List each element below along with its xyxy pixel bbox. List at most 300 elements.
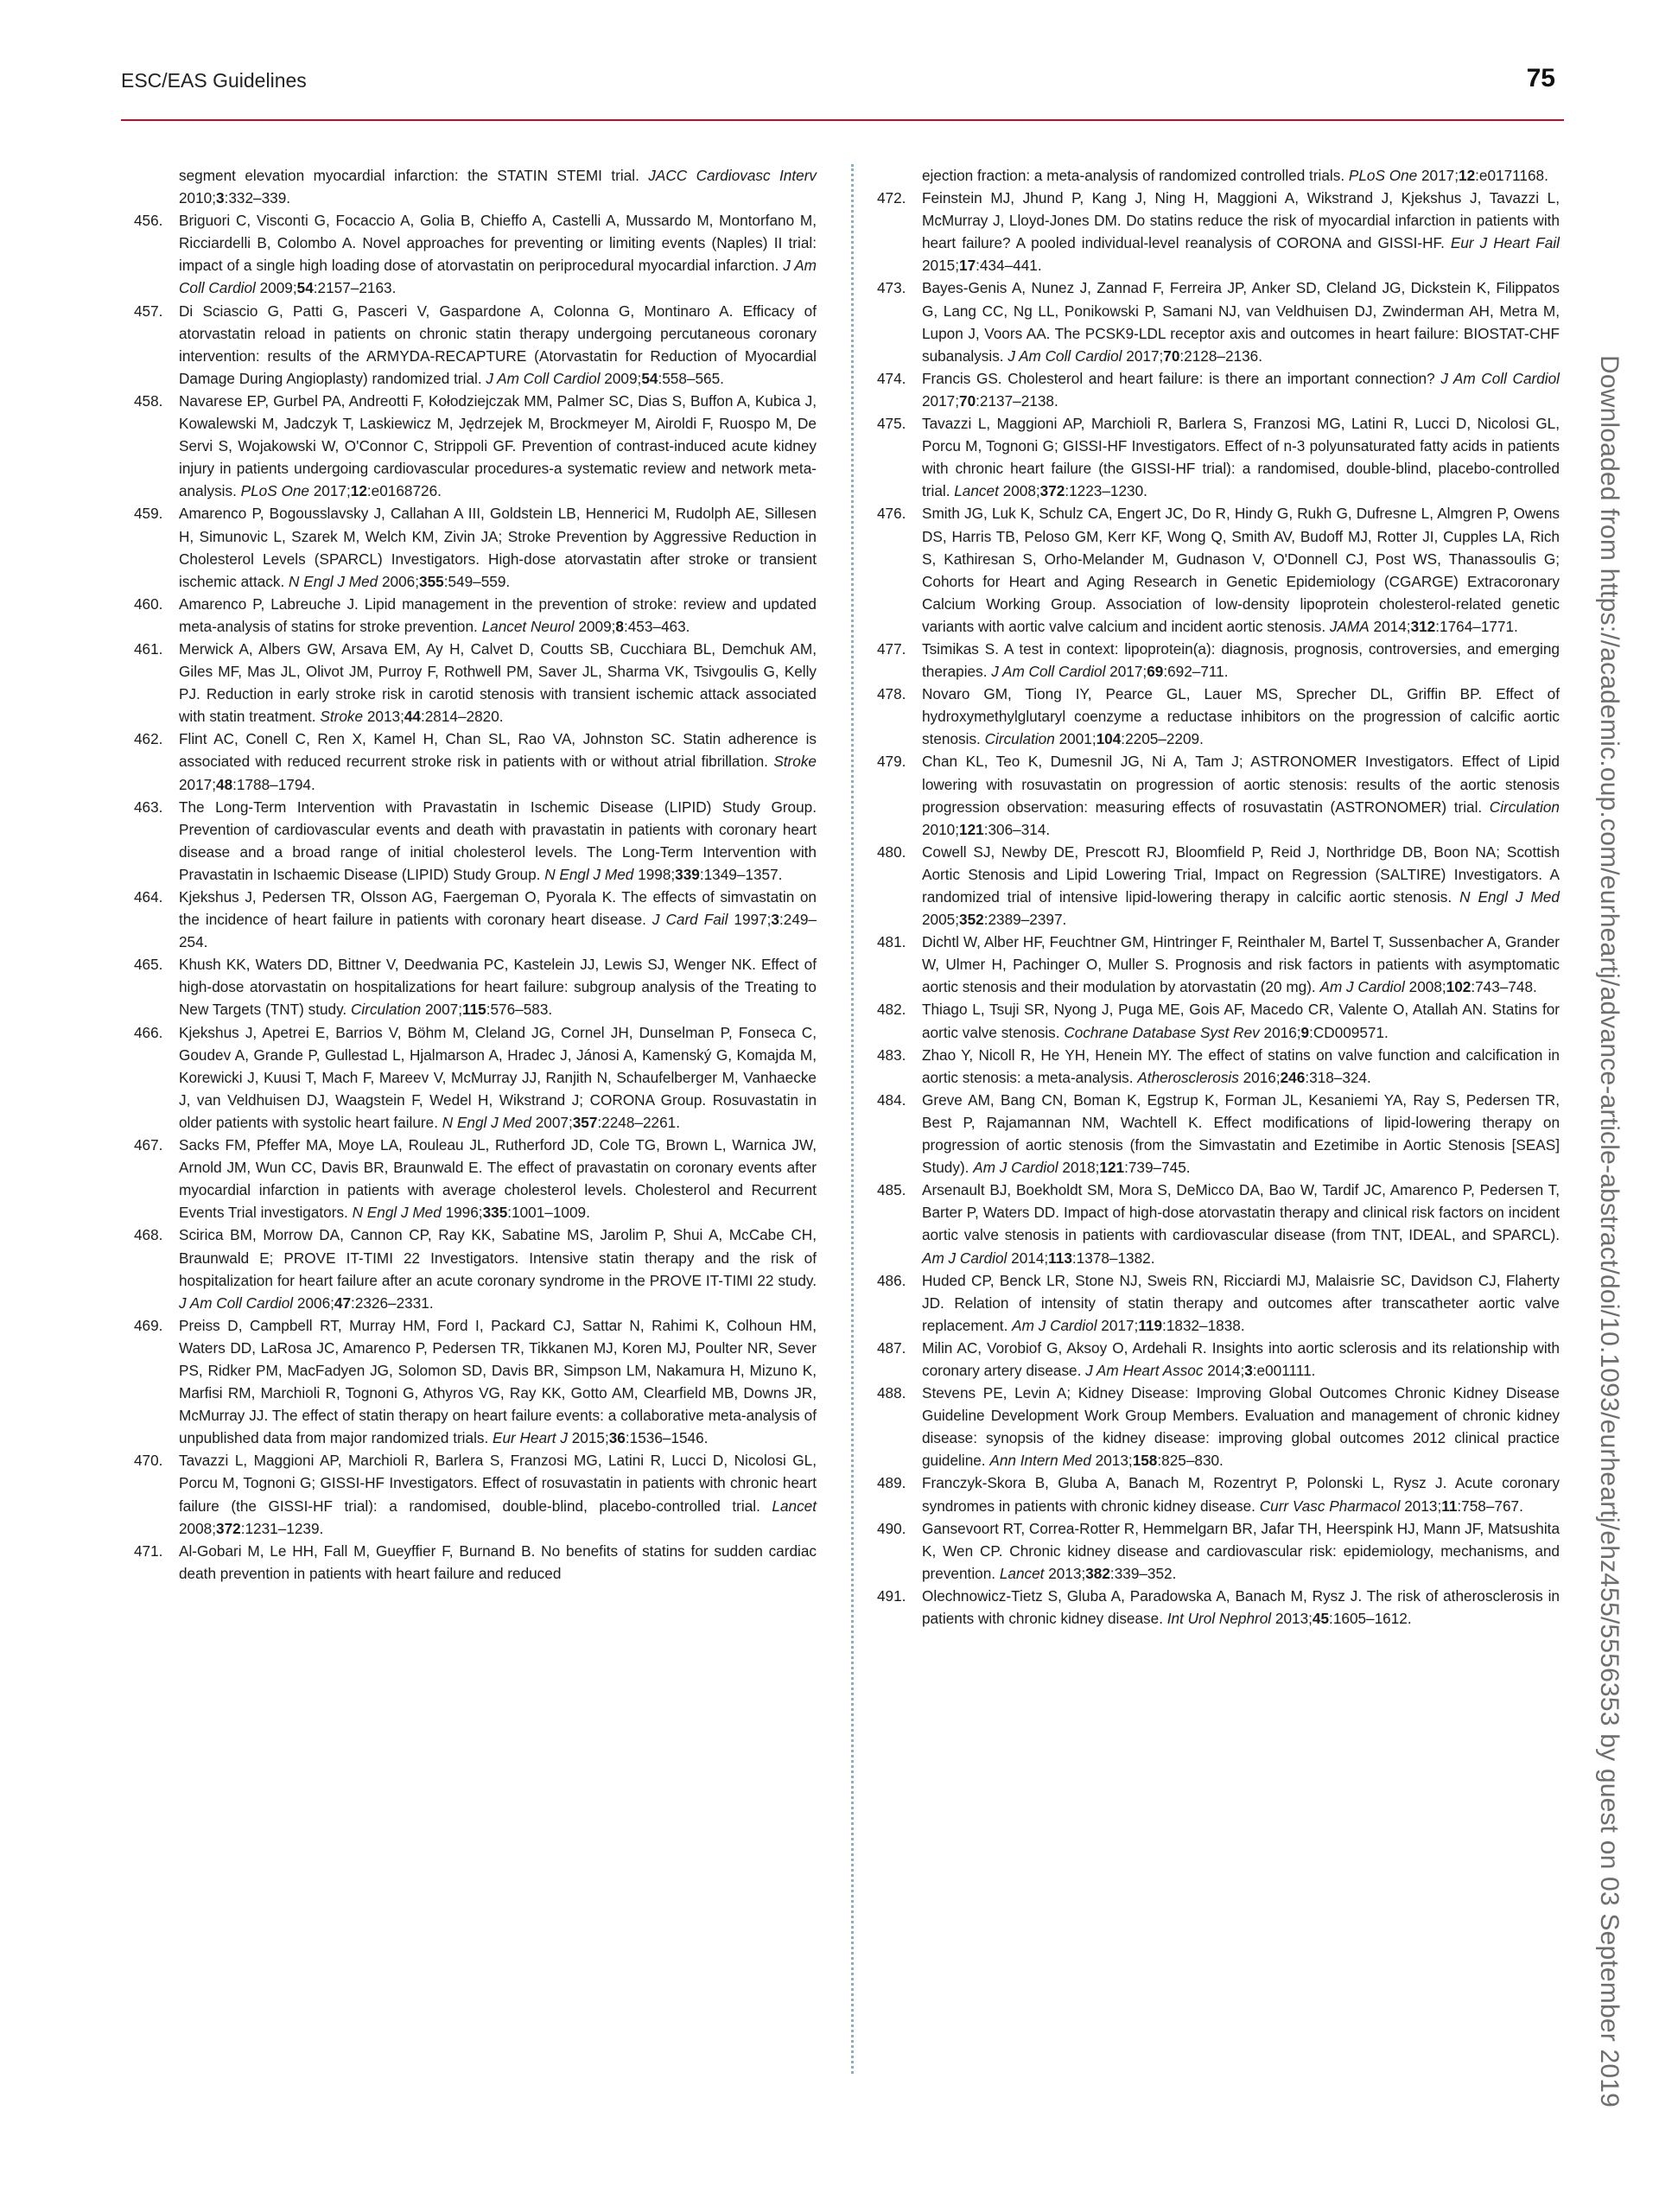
publication-year: 2014; (1207, 1361, 1245, 1379)
reference-continuation (134, 164, 817, 209)
reference-entry (877, 1089, 1560, 1179)
reference-entry (134, 502, 817, 592)
journal-name: Am J Cardiol (973, 1159, 1058, 1177)
volume-number: 70 (959, 391, 976, 410)
reference-text (179, 728, 817, 795)
citation-text: Feinstein MJ, Jhund P, Kang J, Ning H, Maggioni A, Wikstrand J, Kjekshus J, Tavazzi L, McMurray J, Lloyd-Jones DM. Do statins reduce the risk of myocardial infarction in patients with heart failure? A pooled individual-level reanalysis of CORONA and GISSI-HF. (922, 189, 1560, 252)
reference-entry (877, 1337, 1560, 1382)
reference-number: 471. (134, 1541, 163, 1560)
publication-year: 2017; (1101, 1316, 1139, 1334)
journal-name: N Engl J Med (289, 572, 378, 590)
page-range: :339–352. (1109, 1564, 1177, 1582)
publication-year: 2013; (1095, 1452, 1133, 1470)
citation-text: Kjekshus J, Pedersen TR, Olsson AG, Faergeman O, Pyorala K. The effects of simvastatin on the incidence of heart failure in patients with coronary heart disease. (179, 888, 817, 929)
reference-number: 456. (134, 212, 163, 230)
reference-number: 472. (877, 189, 906, 207)
reference-number: 476. (877, 505, 906, 523)
page-range: :558–565. (658, 369, 724, 387)
publication-year: 2016; (1243, 1068, 1281, 1086)
reference-number: 480. (877, 842, 906, 861)
volume-number: 339 (675, 865, 700, 883)
journal-name: Am J Cardiol (1319, 978, 1405, 996)
reference-number: 489. (877, 1474, 906, 1492)
reference-text (922, 412, 1560, 502)
reference-entry (877, 1382, 1560, 1471)
page-range: :2814–2820. (420, 708, 504, 726)
publication-year: 2015; (571, 1429, 609, 1447)
reference-entry (134, 300, 817, 390)
publication-year: 2007; (535, 1113, 573, 1131)
reference-number: 470. (134, 1452, 163, 1470)
reference-text (922, 276, 1560, 366)
reference-entry (134, 1540, 817, 1585)
page-range: :2157–2163. (313, 279, 397, 297)
page-range: :249–254. (179, 911, 817, 951)
page-range: :2128–2136. (1179, 346, 1262, 365)
publication-year: 2017; (179, 775, 217, 793)
volume-number: 104 (1096, 730, 1122, 748)
volume-number: 372 (216, 1519, 241, 1537)
journal-name: Eur J Heart Fail (1450, 234, 1560, 252)
page-range: :306–314. (983, 820, 1051, 838)
volume-number: 12 (1459, 167, 1476, 184)
reference-entry (134, 209, 817, 299)
citation-text: Khush KK, Waters DD, Bittner V, Deedwania PC, Kastelein JJ, Lewis SJ, Wenger NK. Effect of high-dose atorvastatin on hospitalizations for heart failure: subgroup analysis of the Treating to New Targets (TNT) study. (179, 956, 817, 1019)
journal-name: N Engl J Med (352, 1204, 442, 1222)
reference-number: 461. (134, 639, 163, 658)
reference-entry (134, 1314, 817, 1450)
journal-name: N Engl J Med (1459, 888, 1560, 906)
page-range: :1832–1838. (1162, 1316, 1245, 1334)
reference-continuation (877, 164, 1560, 187)
page-range: :825–830. (1157, 1452, 1224, 1470)
journal-name: PLoS One (1348, 167, 1418, 184)
page-range: :758–767. (1457, 1497, 1523, 1515)
citation-text: Gansevoort RT, Correa-Rotter R, Hemmelgarn BR, Jafar TH, Heerspink HJ, Mann JF, Matsushita K, Wen CP. Chronic kidney disease and cardiovascular risk: epidemiology, mechanisms, and prevention. (922, 1519, 1560, 1582)
reference-text (922, 931, 1560, 998)
reference-text (179, 886, 817, 953)
reference-number: 464. (134, 888, 163, 906)
journal-name: J Am Heart Assoc (1085, 1361, 1204, 1379)
citation-text: Briguori C, Visconti G, Focaccio A, Golia B, Chieffo A, Castelli A, Mussardo M, Montorfano M, Ricciardelli B, Colombo A. Novel approaches for preventing or limiting events (Naples) II trial: impact of a single high loading dose of atorvastatin on periprocedural myocardial infarction. (179, 212, 817, 275)
journal-name: JACC Cardiovasc Interv (648, 167, 817, 184)
citation-text: Bayes-Genis A, Nunez J, Zannad F, Ferreira JP, Anker SD, Cleland JG, Dickstein K, Filippatos G, Lang CC, Ng LL, Ponikowski P, Samani NJ, van Veldhuisen DJ, Zwinderman AH, Metra M, Lupon J, Voors AA. The PCSK9-LDL receptor axis and outcomes in heart failure: BIOSTAT-CHF subanalysis. (922, 279, 1560, 365)
reference-entry (877, 187, 1560, 276)
page-range: :318–324. (1305, 1068, 1371, 1086)
reference-text (179, 1449, 817, 1539)
page-range: :1231–1239. (240, 1519, 324, 1537)
citation-text: Olechnowicz-Tietz S, Gluba A, Paradowska A, Banach M, Rysz J. The risk of atherosclerosis in patients with chronic kidney disease. (922, 1586, 1560, 1627)
volume-number: 335 (482, 1204, 508, 1222)
citation-text: Arsenault BJ, Boekholdt SM, Mora S, DeMicco DA, Bao W, Tardif JC, Amarenco P, Pedersen T, Barter P, Waters DD. Impact of high-dose atorvastatin therapy and clinical risk factors on incident aortic valve stenosis in patients with cardiovascular disease (from TNT, IDEAL, and SPARCL). (922, 1181, 1560, 1244)
publication-year: 2016; (1263, 1023, 1301, 1041)
citation-text: Al-Gobari M, Le HH, Fall M, Gueyffier F, Burnand B. No benefits of statins for sudden cardiac death prevention in patients with heart failure and reduced (179, 1541, 817, 1582)
publication-year: 2017; (922, 391, 960, 410)
reference-number: 482. (877, 1001, 906, 1019)
publication-year: 1998; (638, 865, 676, 883)
publication-year: 2009; (578, 617, 616, 635)
page-range: :332–339. (224, 189, 291, 207)
reference-entry (877, 412, 1560, 502)
reference-number: 483. (877, 1046, 906, 1064)
reference-number: 478. (877, 685, 906, 703)
citation-text: Novaro GM, Tiong IY, Pearce GL, Lauer MS, Sprecher DL, Griffin BP. Effect of hydroxymethylglutaryl coenzyme a reductase inhibitors on the progression of calcific aortic stenosis. (922, 685, 1560, 748)
page-range: :e0171168. (1475, 167, 1548, 184)
page-range: :453–463. (623, 617, 690, 635)
volume-number: 3 (216, 189, 225, 207)
reference-entry (134, 953, 817, 1020)
citation-text: Tavazzi L, Maggioni AP, Marchioli R, Barlera S, Franzosi MG, Latini R, Lucci D, Nicolosi GL, Porcu M, Tognoni G; GISSI-HF Investigators. Effect of n-3 polyunsaturated fatty acids in patients with chronic heart failure (the GISSI-HF trial): a randomised, double-blind, placebo-controlled trial. (922, 415, 1560, 500)
reference-text (179, 638, 817, 728)
citation-text: Smith JG, Luk K, Schulz CA, Engert JC, Do R, Hindy G, Rukh G, Dufresne L, Almgren P, Owens DS, Harris TB, Peloso GM, Kerr KF, Wong Q, Smith AV, Budoff MJ, Rotter JI, Cupples LA, Rich S, Kathiresan S, Orho-Melander M, Gudnason V, O'Donnell CJ, Post WS, Thanassoulis G; Cohorts for Heart and Aging Research in Genetic Epidemiology (CGARGE) Extracoronary Calcium Working Group. Association of low-density lipoprotein cholesterol-related genetic variants with aortic valve calcium and incident aortic stenosis. (922, 505, 1560, 635)
citation-text: Zhao Y, Nicoll R, He YH, Henein MY. The effect of statins on valve function and calcification in aortic stenosis: a meta-analysis. (922, 1046, 1560, 1086)
publication-year: 2015; (922, 257, 960, 275)
page-range: :e001111. (1252, 1361, 1316, 1379)
page-range: :CD009571. (1309, 1023, 1389, 1041)
citation-text: Di Sciascio G, Patti G, Pasceri V, Gaspardone A, Colonna G, Montinaro A. Efficacy of atorvastatin reload in patients on chronic statin therapy undergoing percutaneous coronary intervention: results of the ARMYDA-RECAPTURE (Atorvastatin for Reduction of Myocardial Damage During Angioplasty) randomized trial. (179, 302, 817, 387)
reference-text (134, 164, 817, 209)
volume-number: 246 (1280, 1068, 1306, 1086)
reference-entry (877, 1179, 1560, 1268)
volume-number: 69 (1147, 663, 1164, 681)
volume-number: 121 (959, 820, 984, 838)
reference-entry (877, 1044, 1560, 1089)
download-watermark-text: Downloaded from https://academic.oup.com/eurheartj/advance-article-abstract/doi/10.1093/eurheartj/ehz455/5556353 by guest on 03 September 2019 (1595, 355, 1624, 2107)
journal-name: JAMA (1329, 617, 1370, 635)
journal-name: Am J Cardiol (1012, 1316, 1097, 1334)
volume-number: 9 (1300, 1023, 1310, 1041)
reference-text (179, 1134, 817, 1224)
publication-year: 2013; (366, 708, 404, 726)
reference-entry (877, 502, 1560, 638)
volume-number: 36 (608, 1429, 626, 1447)
volume-number: 102 (1446, 978, 1471, 996)
page-number: 75 (1526, 64, 1555, 92)
reference-text (922, 367, 1560, 412)
citation-text: Chan KL, Teo K, Dumesnil JG, Ni A, Tam J; ASTRONOMER Investigators. Effect of Lipid lowering with rosuvastatin on progression of aortic stenosis: results of the aortic stenosis progression observation: measuring effects of rosuvastatin (ASTRONOMER) trial. (922, 753, 1560, 816)
journal-name: Eur Heart J (493, 1429, 568, 1447)
reference-text (179, 300, 817, 390)
reference-number: 475. (877, 415, 906, 433)
reference-text (922, 1179, 1560, 1268)
citation-text: Scirica BM, Morrow DA, Cannon CP, Ray KK, Sabatine MS, Jarolim P, Shui A, McCabe CH, Braunwald E; PROVE IT-TIMI 22 Investigators. Intensive statin therapy and the risk of hospitalization for heart failure after an acute coronary syndrome in the PROVE IT-TIMI 22 study. (179, 1226, 817, 1289)
column-divider (851, 164, 854, 2074)
citation-text: Tsimikas S. A test in context: lipoprotein(a): diagnosis, prognosis, controversies, and emerging therapies. (922, 639, 1560, 681)
citation-text: Franczyk-Skora B, Gluba A, Banach M, Rozentryt P, Polonski L, Rysz J. Acute coronary syndromes in patients with chronic kidney disease. (922, 1474, 1560, 1515)
citation-text: Amarenco P, Bogousslavsky J, Callahan A III, Goldstein LB, Hennerici M, Rudolph AE, Sillesen H, Simunovic L, Szarek M, Welch KM, Zivin JA; Stroke Prevention by Aggressive Reduction in Cholesterol Levels (SPARCL) Investigators. High-dose atorvastatin after stroke or transient ischemic attack. (179, 505, 817, 590)
volume-number: 47 (334, 1294, 352, 1312)
reference-entry (877, 1471, 1560, 1516)
citation-text: Dichtl W, Alber HF, Feuchtner GM, Hintringer F, Reinthaler M, Bartel T, Sussenbacher A, Grander W, Ulmer H, Pachinger O, Muller S. Prognosis and risk factors in patients with asymptomatic aortic stenosis and their modulation by atorvastatin (20 mg). (922, 933, 1560, 996)
page-range: :1605–1612. (1329, 1610, 1412, 1627)
publication-year: 2018; (1062, 1159, 1100, 1177)
page-range: :743–748. (1471, 978, 1537, 996)
reference-column-right (877, 164, 1560, 1630)
page-range: :2326–2331. (351, 1294, 434, 1312)
volume-number: 158 (1132, 1452, 1158, 1470)
reference-entry (134, 593, 817, 638)
publication-year: 2007; (424, 1001, 462, 1019)
journal-name: Lancet (999, 1564, 1045, 1582)
reference-entry (134, 886, 817, 953)
reference-text (179, 953, 817, 1020)
citation-text: ejection fraction: a meta-analysis of randomized controlled trials. (922, 167, 1349, 184)
volume-number: 44 (404, 708, 421, 726)
reference-entry (134, 390, 817, 502)
page-range: :549–559. (443, 572, 511, 590)
journal-name: J Am Coll Cardiol (179, 1294, 294, 1312)
journal-name: Stroke (773, 753, 817, 771)
reference-number: 490. (877, 1519, 906, 1537)
volume-number: 382 (1085, 1564, 1110, 1582)
reference-text (922, 638, 1560, 683)
reference-number: 460. (134, 594, 163, 613)
volume-number: 70 (1163, 346, 1180, 365)
reference-entry (877, 1269, 1560, 1337)
reference-entry (134, 728, 817, 795)
citation-text: Thiago L, Tsuji SR, Nyong J, Puga ME, Gois AF, Macedo CR, Valente O, Atallah AN. Statins for aortic valve stenosis. (922, 1001, 1560, 1041)
citation-text: Kjekshus J, Apetrei E, Barrios V, Böhm M, Cleland JG, Cornel JH, Dunselman P, Fonseca C, Goudev A, Grande P, Gullestad L, Hjalmarson A, Hradec J, Jánosi A, Kamenský G, Komajda M, Korewicki J, Kuusi T, Mach F, Mareev V, McMurray JJ, Ranjith N, Schaufelberger M, Vanhaecke J, van Veldhuisen DJ, Waagstein F, Wedel H, Wikstrand J; CORONA Group. Rosuvastatin in older patients with systolic heart failure. (179, 1023, 817, 1131)
publication-year: 2010; (179, 189, 217, 207)
reference-text (922, 683, 1560, 750)
page-range: :1001–1009. (507, 1204, 590, 1222)
citation-text: Cowell SJ, Newby DE, Prescott RJ, Bloomfield P, Reid J, Northridge DB, Boon NA; Scottish Aortic Stenosis and Lipid Lowering Trial, Impact on Regression (SALTIRE) Investigators. A randomized trial of intensive lipid-lowering therapy in calcific aortic stenosis. (922, 842, 1560, 906)
journal-name: Curr Vasc Pharmacol (1259, 1497, 1401, 1515)
reference-number: 487. (877, 1338, 906, 1357)
volume-number: 48 (216, 775, 233, 793)
citation-text: Stevens PE, Levin A; Kidney Disease: Improving Global Outcomes Chronic Kidney Disease Guideline Development Work Group Members. Evaluation and management of chronic kidney disease: synopsis of the kidney disease: improving global outcomes 2012 clinical practice guideline. (922, 1384, 1560, 1470)
volume-number: 3 (771, 911, 779, 929)
page-range: :2389–2397. (983, 911, 1067, 929)
publication-year: 2008; (1408, 978, 1446, 996)
reference-entry (877, 1585, 1560, 1630)
reference-text (922, 1269, 1560, 1337)
reference-number: 481. (877, 933, 906, 951)
reference-text (922, 1585, 1560, 1630)
volume-number: 115 (461, 1001, 486, 1019)
page-range: :1378–1382. (1071, 1249, 1155, 1267)
reference-text (922, 1337, 1560, 1382)
page-range: :739–745. (1124, 1159, 1191, 1177)
page-range: :576–583. (486, 1001, 553, 1019)
journal-name: Atherosclerosis (1137, 1068, 1239, 1086)
reference-entry (134, 1134, 817, 1224)
citation-text: Francis GS. Cholesterol and heart failure: is there an important connection? (922, 369, 1441, 387)
publication-year: 2009; (604, 369, 642, 387)
volume-number: 12 (350, 482, 367, 500)
publication-year: 1997; (734, 911, 772, 929)
reference-text (179, 502, 817, 592)
journal-name: Ann Intern Med (989, 1452, 1091, 1470)
publication-year: 2017; (1421, 167, 1459, 184)
journal-name: Circulation (350, 1001, 422, 1019)
journal-name: J Am Coll Cardiol (179, 257, 817, 297)
reference-number: 465. (134, 956, 163, 974)
reference-text (922, 998, 1560, 1043)
publication-year: 2013; (1404, 1497, 1442, 1515)
reference-text (922, 1382, 1560, 1471)
volume-number: 11 (1441, 1497, 1458, 1515)
reference-entry (877, 998, 1560, 1043)
reference-text (922, 1471, 1560, 1516)
citation-text: Flint AC, Conell C, Ren X, Kamel H, Chan SL, Rao VA, Johnston SC. Statin adherence is associated with reduced recurrent stroke risk in patients with or without atrial fibrillation. (179, 730, 817, 771)
publication-year: 2017; (1109, 663, 1147, 681)
volume-number: 352 (959, 911, 984, 929)
reference-number: 468. (134, 1226, 163, 1244)
journal-name: Am J Cardiol (922, 1249, 1007, 1267)
reference-entry (134, 638, 817, 728)
reference-number: 458. (134, 391, 163, 410)
reference-number: 479. (877, 753, 906, 771)
reference-text (179, 1540, 817, 1585)
journal-name: J Card Fail (652, 911, 728, 929)
publication-year: 2006; (296, 1294, 334, 1312)
publication-year: 2014; (1373, 617, 1411, 635)
reference-entry (134, 1224, 817, 1313)
reference-text (922, 187, 1560, 276)
reference-number: 457. (134, 302, 163, 320)
reference-number: 469. (134, 1316, 163, 1334)
volume-number: 355 (419, 572, 444, 590)
reference-number: 474. (877, 369, 906, 387)
volume-number: 119 (1138, 1316, 1163, 1334)
reference-text (179, 593, 817, 638)
citation-text: Greve AM, Bang CN, Boman K, Egstrup K, Forman JL, Kesaniemi YA, Ray S, Pedersen TR, Best P, Rajamannan NM, Wachtell K. Effect modifications of lipid-lowering therapy on progression of aortic stenosis (from the Simvastatin and Ezetimibe in Aortic Stenosis [SEAS] Study). (922, 1090, 1560, 1177)
reference-text (179, 1224, 817, 1313)
publication-year: 2010; (922, 820, 960, 838)
reference-entry (877, 638, 1560, 683)
citation-text: The Long-Term Intervention with Pravastatin in Ischemic Disease (LIPID) Study Group. Prevention of cardiovascular events and death with pravastatin in patients with coronary heart disease and a broad range of initial cholesterol levels. The Long-Term Intervention with Pravastatin in Ischaemic Disease (LIPID) Study Group. (179, 798, 817, 883)
journal-name: J Am Coll Cardiol (1440, 369, 1560, 387)
reference-text (179, 796, 817, 886)
citation-text: Huded CP, Benck LR, Stone NJ, Sweis RN, Ricciardi MJ, Malaisrie SC, Davidson CJ, Flaherty JD. Relation of intensity of statin therapy and outcomes after transcatheter aortic valve replacement. (922, 1271, 1560, 1334)
page-range: :1764–1771. (1435, 617, 1518, 635)
reference-text (922, 1089, 1560, 1179)
publication-year: 2017; (1126, 346, 1164, 365)
publication-year: 2008; (1002, 482, 1040, 500)
reference-number: 486. (877, 1271, 906, 1289)
reference-entry (877, 1517, 1560, 1585)
reference-text (877, 164, 1560, 187)
journal-name: Lancet (954, 482, 999, 500)
reference-number: 485. (877, 1181, 906, 1199)
citation-text: Preiss D, Campbell RT, Murray HM, Ford I, Packard CJ, Sattar N, Rahimi K, Colhoun HM, Waters DD, LaRosa JC, Amarenco P, Pedersen TR, Tikkanen MJ, Koren MJ, Poulter NR, Sever PS, Ridker PM, MacFadyen JG, Solomon SD, Davis BR, Simpson LM, Nakamura H, Mizuno K, Marfisi RM, Marchioli R, Tognoni G, Athyros VG, Ray KK, Gotto AM, Clearfield MB, Downs JR, McMurray JJ. The effect of statin therapy on heart failure events: a collaborative meta-analysis of unpublished data from major randomized trials. (179, 1316, 817, 1447)
reference-entry (134, 796, 817, 886)
page-range: :2205–2209. (1121, 730, 1204, 748)
journal-name: J Am Coll Cardiol (486, 369, 601, 387)
reference-text (922, 1044, 1560, 1089)
reference-number: 473. (877, 279, 906, 297)
reference-number: 484. (877, 1090, 906, 1109)
volume-number: 357 (572, 1113, 598, 1131)
journal-name: PLoS One (240, 482, 309, 500)
reference-text (179, 1314, 817, 1450)
publication-year: 2017; (313, 482, 351, 500)
journal-name: Lancet Neurol (481, 617, 575, 635)
citation-text: Amarenco P, Labreuche J. Lipid management in the prevention of stroke: review and updated meta-analysis of statins for stroke prevention. (179, 594, 817, 635)
reference-text (179, 209, 817, 299)
volume-number: 45 (1312, 1610, 1330, 1627)
reference-number: 462. (134, 730, 163, 748)
header-rule (121, 119, 1564, 121)
publication-year: 2006; (382, 572, 420, 590)
reference-number: 488. (877, 1384, 906, 1402)
page-range: :1223–1230. (1065, 482, 1147, 500)
running-title: ESC/EAS Guidelines (121, 69, 307, 92)
page-range: :1536–1546. (625, 1429, 709, 1447)
publication-year: 2005; (922, 911, 960, 929)
page-range: :2248–2261. (597, 1113, 680, 1131)
journal-name: J Am Coll Cardiol (1007, 346, 1122, 365)
journal-name: Cochrane Database Syst Rev (1064, 1023, 1260, 1041)
page-range: :692–711. (1163, 663, 1229, 681)
reference-number: 491. (877, 1586, 906, 1605)
publication-year: 1996; (445, 1204, 483, 1222)
reference-entry (134, 1449, 817, 1539)
reference-text (179, 390, 817, 502)
reference-text (922, 1517, 1560, 1585)
volume-number: 54 (296, 279, 314, 297)
journal-name: Circulation (984, 730, 1055, 748)
publication-year: 2008; (179, 1519, 217, 1537)
reference-number: 467. (134, 1136, 163, 1154)
reference-number: 477. (877, 639, 906, 658)
citation-text: Milin AC, Vorobiof G, Aksoy O, Ardehali R. Insights into aortic sclerosis and its relationship with coronary artery disease. (922, 1338, 1560, 1379)
journal-name: Lancet (772, 1497, 817, 1515)
volume-number: 121 (1099, 1159, 1125, 1177)
publication-year: 2014; (1011, 1249, 1049, 1267)
journal-name: N Engl J Med (544, 865, 634, 883)
volume-number: 113 (1048, 1249, 1072, 1267)
publication-year: 2013; (1048, 1564, 1086, 1582)
page-range: :1349–1357. (699, 865, 783, 883)
citation-text: Tavazzi L, Maggioni AP, Marchioli R, Barlera S, Franzosi MG, Latini R, Lucci D, Nicolosi GL, Porcu M, Tognoni G; GISSI-HF Investigators. Effect of rosuvastatin in patients with chronic heart failure (the GISSI-HF trial): a randomised, double-blind, placebo-controlled trial. (179, 1452, 817, 1515)
volume-number: 312 (1410, 617, 1436, 635)
journal-name: Int Urol Nephrol (1166, 1610, 1272, 1627)
reference-entry (877, 841, 1560, 931)
reference-entry (134, 1021, 817, 1134)
page-range: :434–441. (976, 257, 1042, 275)
reference-entry (877, 931, 1560, 998)
page-range: :2137–2138. (976, 391, 1058, 410)
reference-text (922, 841, 1560, 931)
reference-column-left (134, 164, 817, 1585)
reference-entry (877, 750, 1560, 840)
citation-text: Merwick A, Albers GW, Arsava EM, Ay H, Calvet D, Coutts SB, Cucchiara BL, Demchuk AM, Giles MF, Mas JL, Olivot JM, Purroy F, Rothwell PM, Saver JL, Sharma VK, Tsivgoulis G, Kelly PJ. Reduction in early stroke risk in carotid stenosis with transient ischemic attack associated with statin treatment. (179, 639, 817, 726)
publication-year: 2009; (259, 279, 297, 297)
reference-text (179, 1021, 817, 1134)
volume-number: 17 (959, 257, 976, 275)
reference-number: 463. (134, 798, 163, 816)
volume-number: 8 (615, 617, 624, 635)
reference-number: 466. (134, 1023, 163, 1041)
publication-year: 2013; (1274, 1610, 1313, 1627)
journal-name: Circulation (1489, 798, 1560, 816)
volume-number: 54 (641, 369, 658, 387)
volume-number: 3 (1244, 1361, 1253, 1379)
citation-text: Sacks FM, Pfeffer MA, Moye LA, Rouleau JL, Rutherford JD, Cole TG, Brown L, Warnica JW, Arnold JM, Wun CC, Davis BR, Braunwald E. The effect of pravastatin on coronary events after myocardial infarction in patients with average cholesterol levels. Cholesterol and Recurrent Events Trial investigators. (179, 1136, 817, 1222)
reference-text (922, 750, 1560, 840)
reference-entry (877, 276, 1560, 366)
reference-number: 459. (134, 505, 163, 523)
page-range: :e0168726. (366, 482, 442, 500)
reference-entry (877, 367, 1560, 412)
reference-text (922, 502, 1560, 638)
volume-number: 372 (1039, 482, 1065, 500)
journal-name: N Engl J Med (442, 1113, 531, 1131)
reference-entry (877, 683, 1560, 750)
publication-year: 2001; (1058, 730, 1096, 748)
